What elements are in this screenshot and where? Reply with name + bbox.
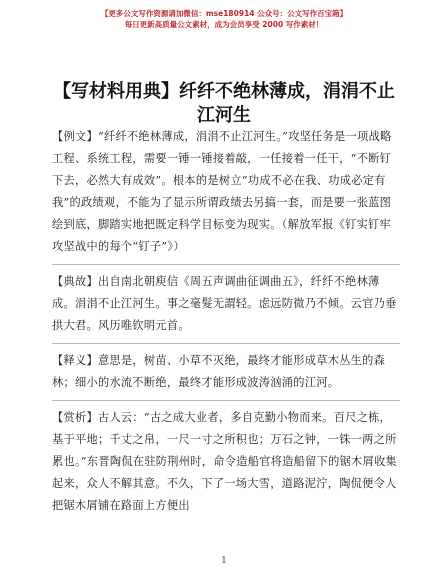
section-tag: 【例文】 bbox=[52, 130, 98, 143]
section-origin bbox=[52, 271, 400, 337]
section-appreciation bbox=[52, 407, 400, 517]
section-text: 古人云：“古之成大业者，多自克勤小物而来。百尺之栋，基于平地；千丈之帛，一尺一寸之所积也；万石之钟，一铢一两之所累也。”东晋陶侃在驻防荆州时，命令造船官将造船留下的锯木屑收集起来，众人不解其意。不久，下了一场大雪，道路泥泞，陶侃便令人把锯木屑铺在路面上方便出 bbox=[52, 411, 398, 512]
document-body bbox=[52, 126, 400, 523]
divider bbox=[52, 264, 400, 265]
divider bbox=[52, 343, 400, 344]
notice-line-1: 【更多公文写作资源请加微信：mse180914 公众号：公文写作百宝箱】 bbox=[100, 9, 348, 18]
document-title: 【写材料用典】纤纤不绝林薄成，涓涓不止江河生 bbox=[53, 81, 395, 126]
section-meaning bbox=[52, 350, 400, 394]
section-text: 出自南北朝庾信《周五声调曲征调曲五》，纤纤不绝林薄成。涓涓不止江河生。事之毫髮无謂轻。虑远防微乃不倾。云官乃垂拱大君。风历唯钦明元首。 bbox=[52, 275, 397, 332]
notice-line-2: 每日更新高质量公文素材，成为会员享受 2000 写作素材！ bbox=[124, 20, 324, 29]
section-tag: 【典故】 bbox=[52, 275, 98, 288]
header-notice bbox=[0, 8, 448, 30]
section-example bbox=[52, 126, 400, 258]
section-tag: 【赏析】 bbox=[52, 411, 98, 424]
section-tag: 【释义】 bbox=[52, 354, 98, 367]
page-number: 1 bbox=[221, 556, 227, 566]
section-text: 意思是，树苗、小草不灭绝，最终才能形成草木丛生的森林；细小的水流不断绝，最终才能形成波涛汹涌的江河。 bbox=[52, 354, 386, 389]
divider bbox=[52, 400, 400, 401]
section-text: “纤纤不绝林薄成，涓涓不止江河生。”攻坚任务是一项战略工程、系统工程，需要一锤一锤接着敲，一任接着一任干，“不断钉下去，必然大有成效”。根本的是树立“功成不必在我、功成必定有我”的政绩观，不能为了显示所谓政绩去另搞一套，而是要一张蓝图绘到底，脚踏实地把既定科学目标变为现实。（解放军报《钉实钉牢攻坚战中的每个“钉子”》） bbox=[52, 130, 392, 253]
